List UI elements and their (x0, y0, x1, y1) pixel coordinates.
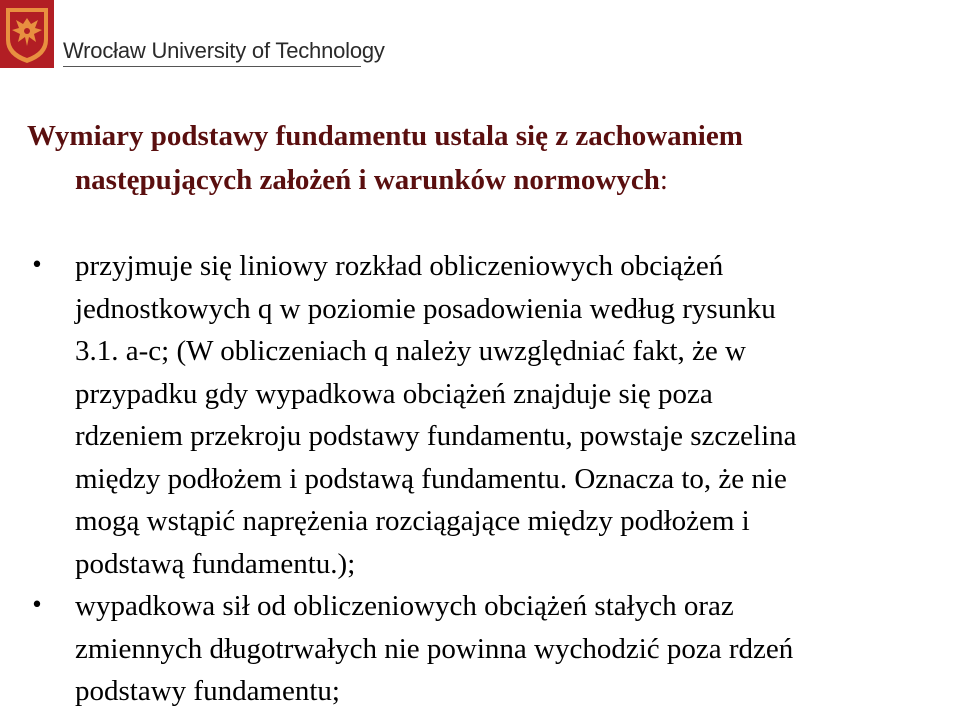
bullet-item-2 (17, 585, 957, 713)
heading-line-2-text: następujących założeń i warunków normowych (75, 164, 660, 196)
heading-line-2 (27, 158, 927, 202)
page-header (0, 0, 959, 72)
heading-colon: : (659, 164, 668, 196)
bullet-line: zmiennych długotrwałych nie powinna wychodzić poza rdzeń (75, 632, 794, 665)
bullet-item-1 (17, 245, 957, 585)
bullet-line: przypadku gdy wypadkowa obciążeń znajduje się poza (75, 377, 713, 410)
bullet-line: między podłożem i podstawą fundamentu. Oznacza to, że nie (75, 462, 787, 495)
bullet-text (75, 245, 957, 585)
bullet-icon: • (30, 253, 44, 278)
heading-line-1: Wymiary podstawy fundamentu ustala się z zachowaniem (27, 120, 743, 152)
slide-heading (27, 114, 927, 202)
bullet-line: jednostkowych q w poziomie posadowienia według rysunku (75, 292, 776, 325)
bullet-line: 3.1. a-c; (W obliczeniach q należy uwzględniać fakt, że w (75, 335, 746, 367)
bullet-line: przyjmuje się liniowy rozkład obliczeniowych obciążeń (75, 250, 724, 282)
bullet-line: wypadkowa sił od obliczeniowych obciążeń stałych oraz (75, 590, 734, 622)
bullet-line: podstawy fundamentu; (75, 675, 340, 707)
bullet-text (75, 585, 957, 713)
bullet-line: podstawą fundamentu.); (75, 547, 356, 580)
header-divider (63, 66, 361, 67)
university-logo (0, 0, 54, 68)
bullet-icon: • (30, 593, 44, 618)
bullet-line: rdzeniem przekroju podstawy fundamentu, powstaje szczelina (75, 420, 797, 452)
university-name: Wrocław University of Technology (63, 38, 385, 63)
bullet-line: mogą wstąpić naprężenia rozciągające między podłożem i (75, 505, 750, 537)
